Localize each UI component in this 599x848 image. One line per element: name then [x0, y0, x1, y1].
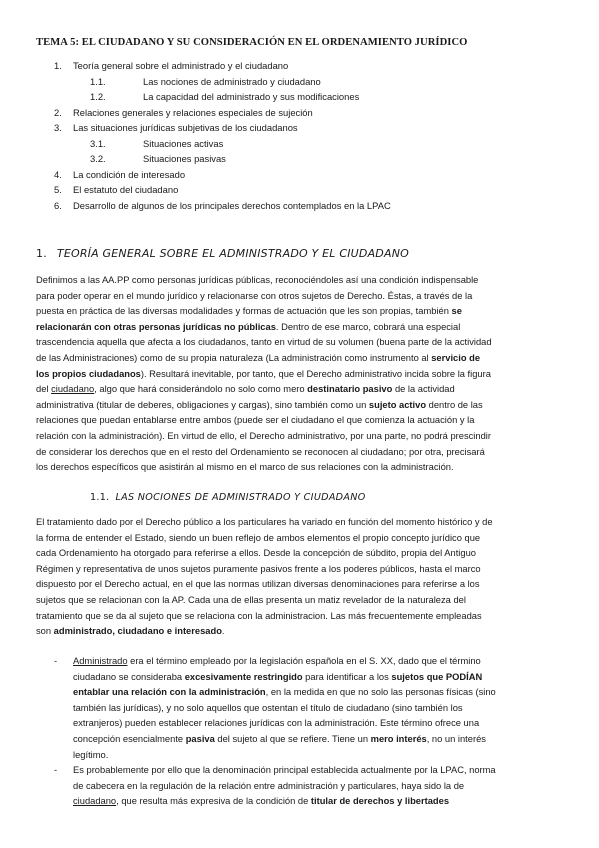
bullet-line: [73, 794, 599, 810]
toc-text: Teoría general sobre el administrado y el ciudadano: [73, 60, 289, 71]
table-of-contents: [0, 58, 599, 213]
text-run: legítimo.: [73, 749, 109, 760]
text-run: relaciones que puedan entablarse entre ambos (puede ser el ciudadano el que comienza la actuación y la: [36, 415, 475, 426]
nociones-paragraph-line: [36, 531, 566, 547]
bullet-item: [0, 654, 599, 763]
nociones-paragraph-line: [36, 562, 566, 578]
bullet-dash: -: [54, 765, 58, 776]
underlined-text: ciudadano: [51, 384, 95, 395]
text-run: relación con la administración). En virtud de ello, el Derecho administrativo, por una parte, no podrá prescindir: [36, 430, 491, 441]
nociones-paragraph-line: [36, 577, 566, 593]
toc-number: 2.: [54, 106, 62, 118]
text-run: de considerar los derechos que en el resto del Ordenamiento se reconocen al ciudadano; por otra, precisará: [36, 446, 485, 457]
toc-text: Las situaciones jurídicas subjetivas de los ciudadanos: [73, 122, 298, 133]
toc-text: Desarrollo de algunos de los principales derechos contemplados en la LPAC: [73, 199, 391, 211]
toc-number: 5.: [54, 184, 62, 195]
nociones-paragraph-line: [36, 515, 566, 531]
bullet-line: [73, 701, 599, 717]
toc-text: Situaciones pasivas: [143, 153, 226, 164]
bullet-body: [73, 763, 599, 810]
subsection-title: LAS NOCIONES DE ADMINISTRADO Y CIUDADANO: [115, 492, 366, 503]
bullet-line: [73, 670, 599, 686]
text-run: ). Resultará inevitable, por tanto, que el Derecho administrativo incida sobre la figura: [140, 368, 491, 379]
toc-number: 6.: [54, 199, 62, 211]
text-run: , algo que hará considerándolo no solo como mero: [94, 384, 308, 395]
bold-text: sujetos que PODÍAN: [391, 671, 483, 682]
subsection-heading: [90, 492, 366, 503]
text-run: El tratamiento dado por el Derecho público a los particulares ha variado en función del momento histórico y de: [36, 517, 493, 527]
section-number: 1.: [36, 247, 47, 260]
toc-item: [0, 151, 599, 167]
intro-paragraph-line: [36, 289, 566, 305]
intro-paragraph-line: [36, 335, 566, 351]
bullet-line: [73, 716, 599, 732]
text-run: los derechos específicos que asistirán al mismo en el marco de sus relaciones con la administración.: [36, 462, 454, 473]
text-run: Definimos a las AA.PP como personas jurídicas públicas, reconociéndoles así una condición indispensable: [36, 275, 479, 285]
bold-text: pasiva: [185, 733, 215, 744]
intro-paragraph-line: [36, 398, 566, 414]
bullet-line: [73, 685, 599, 701]
intro-paragraph-line: [36, 273, 566, 289]
toc-item: [0, 89, 599, 105]
text-run: administrativa (titular de deberes, obligaciones y cargas), sino también como un: [36, 399, 369, 410]
intro-paragraph-line: [36, 367, 566, 383]
text-run: de la actividad: [392, 384, 455, 395]
text-run: concepción esencialmente: [73, 733, 186, 744]
text-run: .: [221, 626, 225, 637]
toc-number: 3.: [54, 122, 62, 133]
bullet-line: [73, 732, 599, 748]
text-run: Es probablemente por ello que la denominación principal establecida actualmente por la LPAC, norma: [73, 765, 496, 776]
text-run: , en la medida en que no solo las personas físicas (sino: [265, 687, 496, 698]
toc-item: [0, 136, 599, 152]
text-run: para identificar a los: [302, 671, 392, 682]
text-run: extranjeros) pueden establecer relaciones jurídicas con la administración. Este término ofrece una: [73, 718, 480, 729]
text-run: sujetos que se relacionan con la AP. Cada una de ellas presenta un matiz revelador de la naturaleza del: [36, 594, 466, 605]
intro-paragraph-line: [36, 429, 566, 445]
toc-text: Relaciones generales y relaciones especiales de sujeción: [73, 106, 313, 118]
intro-paragraph-line: [36, 382, 566, 398]
bold-text: relacionarán con otras personas jurídicas no públicas: [36, 321, 276, 332]
text-run: son: [36, 626, 54, 637]
intro-paragraph-line: [36, 460, 566, 476]
toc-text: Las nociones de administrado y ciudadano: [143, 75, 321, 87]
bold-text: titular de derechos y libertades: [310, 796, 450, 807]
intro-paragraph-line: [36, 351, 566, 367]
toc-number: 1.2.: [90, 91, 106, 102]
toc-item: [0, 120, 599, 136]
nociones-paragraph-line: [36, 624, 566, 640]
intro-paragraph: [36, 273, 566, 476]
bullet-line: [73, 654, 599, 670]
text-run: ciudadano se consideraba: [73, 671, 185, 682]
text-run: , no un interés: [426, 733, 486, 744]
toc-item: [0, 182, 599, 198]
text-run: la forma de entender el Estado, siendo un buen reflejo de ambos elementos el propio concepto jurídico que: [36, 532, 481, 543]
nociones-paragraph-line: [36, 609, 566, 625]
text-run: para poder operar en el mundo jurídico y relacionarse con otros sujetos de Derecho. Éstas, a través de la: [36, 290, 473, 301]
text-run: . Dentro de ese marco, cobrará una especial: [275, 321, 461, 332]
text-run: del: [36, 384, 52, 395]
bullet-body: [73, 654, 599, 763]
bold-text: servicio de: [431, 352, 481, 363]
bold-text: mero interés: [370, 733, 427, 744]
bold-text: destinatario pasivo: [307, 384, 393, 395]
nociones-paragraph-line: [36, 546, 566, 562]
bold-text: administrado, ciudadano e interesado: [53, 626, 222, 637]
toc-text: La capacidad del administrado y sus modificaciones: [143, 91, 360, 102]
text-run: dentro de las: [426, 399, 483, 410]
intro-paragraph-line: [36, 413, 566, 429]
text-run: tratamiento que se da al sujeto que se relaciona con la administracion. Las más frecuentemente empleadas: [36, 610, 482, 621]
toc-item: [0, 105, 599, 121]
bold-text: entablar una relación con la administración: [73, 687, 266, 698]
nociones-paragraph: [36, 515, 566, 640]
text-run: Régimen y representativa de unos sujetos puramente pasivos frente a los poderes públicos, hasta el marco: [36, 563, 481, 574]
underlined-text: ciudadano: [73, 796, 117, 807]
toc-number: 3.2.: [90, 153, 106, 164]
underlined-text: Administrado: [73, 656, 128, 666]
text-run: , que resulta más expresiva de la condición de: [116, 796, 311, 807]
nociones-paragraph-line: [36, 593, 566, 609]
intro-paragraph-line: [36, 445, 566, 461]
toc-number: 3.1.: [90, 137, 106, 149]
bullet-line: [73, 748, 599, 764]
text-run: puesta en práctica de las diversas modalidades y formas de actuación que les son propias, también: [36, 306, 452, 317]
text-run: cada Ordenamiento ha otorgado para referirse a ellos. Desde la concepción de súbdito, propia del Antiguo: [36, 548, 476, 559]
bold-text: sujeto activo: [368, 399, 427, 410]
toc-text: El estatuto del ciudadano: [73, 184, 179, 195]
toc-number: 1.1.: [90, 75, 106, 87]
bullet-dash: -: [54, 656, 58, 666]
section-title: TEORÍA GENERAL SOBRE EL ADMINISTRADO Y EL CIUDADANO: [56, 247, 409, 260]
toc-text: La condición de interesado: [73, 168, 186, 180]
bullet-item: [0, 763, 599, 810]
text-run: del sujeto al que se refiere. Tiene un: [214, 733, 371, 744]
document-title: TEMA 5: EL CIUDADANO Y SU CONSIDERACIÓN EN EL ORDENAMIENTO JURÍDICO: [36, 37, 468, 48]
subsection-number: 1.1.: [90, 492, 110, 503]
bold-text: excesivamente restringido: [184, 671, 303, 682]
toc-item: [0, 198, 599, 214]
bullet-list: [0, 654, 599, 810]
toc-item: [0, 167, 599, 183]
bold-text: se: [451, 306, 462, 317]
toc-number: 1.: [54, 60, 62, 71]
toc-item: [0, 58, 599, 74]
text-run: trascendencia aquella que afecta a los ciudadanos, tanto en virtud de su volumen (buena parte de la actividad: [36, 337, 492, 348]
intro-paragraph-line: [36, 320, 566, 336]
intro-paragraph-line: [36, 304, 566, 320]
toc-text: Situaciones activas: [143, 137, 224, 149]
bullet-line: [73, 763, 599, 779]
text-run: de cabecera en la regulación de la relación entre administración y particulares, haya sido la de: [73, 780, 465, 791]
bullet-line: [73, 779, 599, 795]
text-run: de las Administraciones) como de su propia naturaleza (La administración como instrumento al: [36, 352, 432, 363]
text-run: también las jurídicas), y no solo aquellos que ostentan el título de ciudadano (sino también los: [73, 702, 463, 713]
toc-number: 4.: [54, 168, 62, 180]
text-run: era el término empleado por la legislación española en el S. XX, dado que el término: [127, 656, 481, 666]
section-heading: [36, 247, 409, 260]
text-run: dispuesto por el Derecho actual, en el que las normas utilizan diversas denominaciones para referirse a los: [36, 579, 480, 590]
bold-text: los propios ciudadanos: [36, 368, 141, 379]
toc-item: [0, 74, 599, 90]
